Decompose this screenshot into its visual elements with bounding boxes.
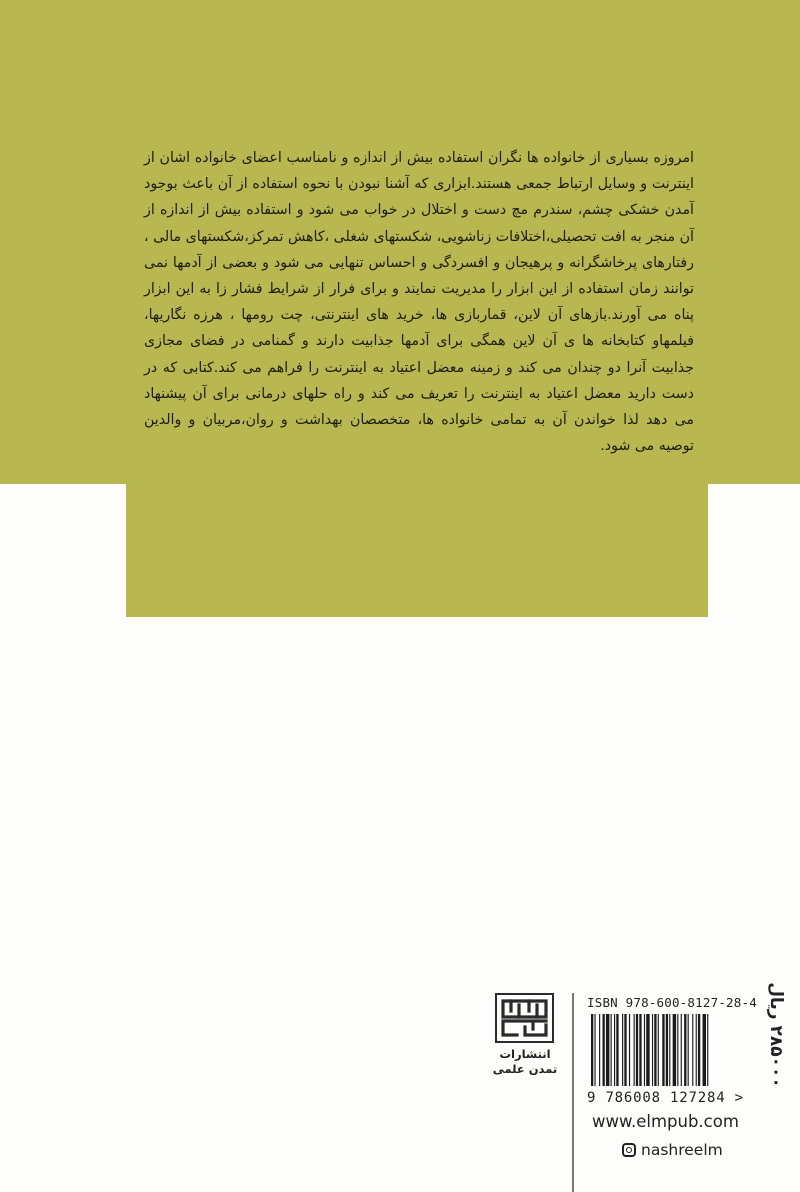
website-url: www.elmpub.com xyxy=(592,1112,739,1131)
barcode xyxy=(587,1014,759,1090)
publisher-name xyxy=(486,1047,564,1077)
price-text: ۲۸۵۰۰۰ ریال xyxy=(766,982,786,1088)
instagram-icon xyxy=(622,1143,636,1157)
instagram-handle xyxy=(622,1141,723,1159)
instagram-text: nashreelm xyxy=(641,1141,723,1159)
publisher-logo xyxy=(495,993,554,1043)
vertical-divider xyxy=(572,993,574,1192)
publisher-line-1: انتشارات xyxy=(499,1047,551,1061)
price-label xyxy=(756,982,796,1088)
isbn-text: ISBN 978-600-8127-28-4 xyxy=(587,995,757,1010)
publisher-line-2: تمدن علمی xyxy=(492,1062,558,1076)
blurb-text: امروزه بسیاری از خانواده ها نگران استفاده بیش از اندازه و نامناسب اعضای خانواده اشان از اینترنت و وسایل ارتباط جمعی هستند.ابزاری که آشنا نبودن با نحوه استفاده از آن باعث بوجود آمدن خشکی چشم، سندرم مچ دست و اختلال در خواب می شود و استفاده بیش از اندازه از آن منجر به افت تحصیلی،اختلافات زناشویی، شکستهای شغلی ،کاهش تمرکز،شکستهای مالی ، رفتارهای پرخاشگرانه و پرهیجان و افسردگی و احساس تنهایی می شود و بعضی از آدمها نمی توانند زمان استفاده از این ابزار را مدیریت نمایند و برای فرار از شرایط فشار زا به این ابزار پناه می آورند.بازهای آن لاین، قماربازی ها، خرید های اینترنتی، چت رومها ، هرزه نگاریها، فیلمهاو کتابخانه ها ی آن لاین همگی برای آدمها جذابیت دارند و گمنامی در فضای مجازی جذابیت آنرا دو چندان می کند و زمینه معضل اعتیاد به اینترنت را فراهم می کند.کتابی که در دست دارید معضل اعتیاد به اینترنت را تعریف می کند و راه حلهای درمانی برای آن پیشنهاد می دهد لذا خواندن آن به تمامی خانواده ها، متخصصان بهداشت و روان،مربیان و والدین توصیه می شود. xyxy=(144,150,694,455)
blurb-panel xyxy=(126,117,708,617)
barcode-block xyxy=(587,995,759,1108)
barcode-digits: 9 786008 127284 > xyxy=(587,1090,744,1106)
